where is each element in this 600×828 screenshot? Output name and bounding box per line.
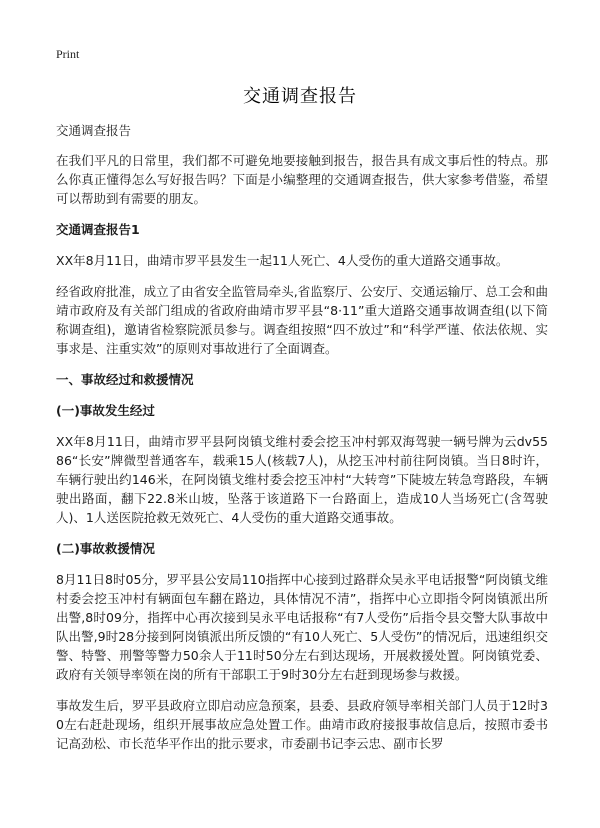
subsection-heading-occurrence: (一)事故发生经过: [56, 403, 155, 418]
paragraph-occurrence: XX年8月11日，曲靖市罗平县阿岗镇戈维村委会挖玉冲村郭双海驾驶一辆号牌为云dv5586“长安”牌微型普通客车，载乘15人(核载7人)，从挖玉冲村前往阿岗镇。当日8时许，车辆行驶出约146米，在阿岗镇戈维村委会挖玉冲村“大转弯”下陡坡左转急弯路段，车辆驶出路面，翻下22.8米山坡，坠落于该道路下一台路面上，造成10人当场死亡(含驾驶人)、1人送医院抢救无效死亡、4人受伤的重大道路交通事故。: [56, 434, 548, 525]
subsection-heading-rescue: (二)事故救援情况: [56, 541, 155, 556]
page-title: 交通调查报告: [243, 86, 357, 107]
document-body: [56, 121, 548, 765]
print-label[interactable]: Print: [56, 47, 80, 61]
report-heading: 交通调查报告1: [56, 222, 140, 237]
paragraph-investigation: 经省政府批准，成立了由省安全监管局牵头,省监察厅、公安厅、交通运输厅、总工会和曲靖市政府及有关部门组成的省政府曲靖市罗平县“8·11”重大道路交通事故调查组(以下简称调查组)，邀请省检察院派员参与。调查组按照“四不放过”和“科学严谨、依法依规、实事求是、注重实效”的原则对事故进行了全面调查。: [56, 284, 548, 356]
paragraph-summary: XX年8月11日，曲靖市罗平县发生一起11人死亡、4人受伤的重大道路交通事故。: [56, 253, 509, 268]
paragraph-response: 事故发生后，罗平县政府立即启动应急预案，县委、县政府领导率相关部门人员于12时30左右赶赴现场，组织开展事故应急处置工作。曲靖市政府接报事故信息后，按照市委书记高劲松、市长范华平作出的批示要求，市委副书记李云忠、副市长罗: [56, 698, 548, 751]
document-subtitle: 交通调查报告: [56, 123, 132, 138]
intro-paragraph: 在我们平凡的日常里，我们都不可避免地要接触到报告，报告具有成文事后性的特点。那么你真正懂得怎么写好报告吗？下面是小编整理的交通调查报告，供大家参考借鉴，希望可以帮助到有需要的朋友。: [56, 153, 548, 206]
section-heading-accident: 一、事故经过和救援情况: [56, 372, 194, 387]
paragraph-rescue: 8月11日8时05分，罗平县公安局110指挥中心接到过路群众吴永平电话报警“阿岗镇戈维村委会挖玉冲村有辆面包车翻在路边，具体情况不清”，指挥中心立即指令阿岗镇派出所出警,8时09分，指挥中心再次接到吴永平电话报称“有7人受伤”后指令县交警大队事故中队出警,9时28分接到阿岗镇派出所反馈的“有10人死亡、5人受伤”的情况后，迅速组织交警、特警、刑警等警力50余人于11时50分左右到达现场，开展救援处置。阿岗镇党委、政府有关领导率领在岗的所有干部职工于9时30分左右赶到现场参与救援。: [56, 572, 548, 682]
